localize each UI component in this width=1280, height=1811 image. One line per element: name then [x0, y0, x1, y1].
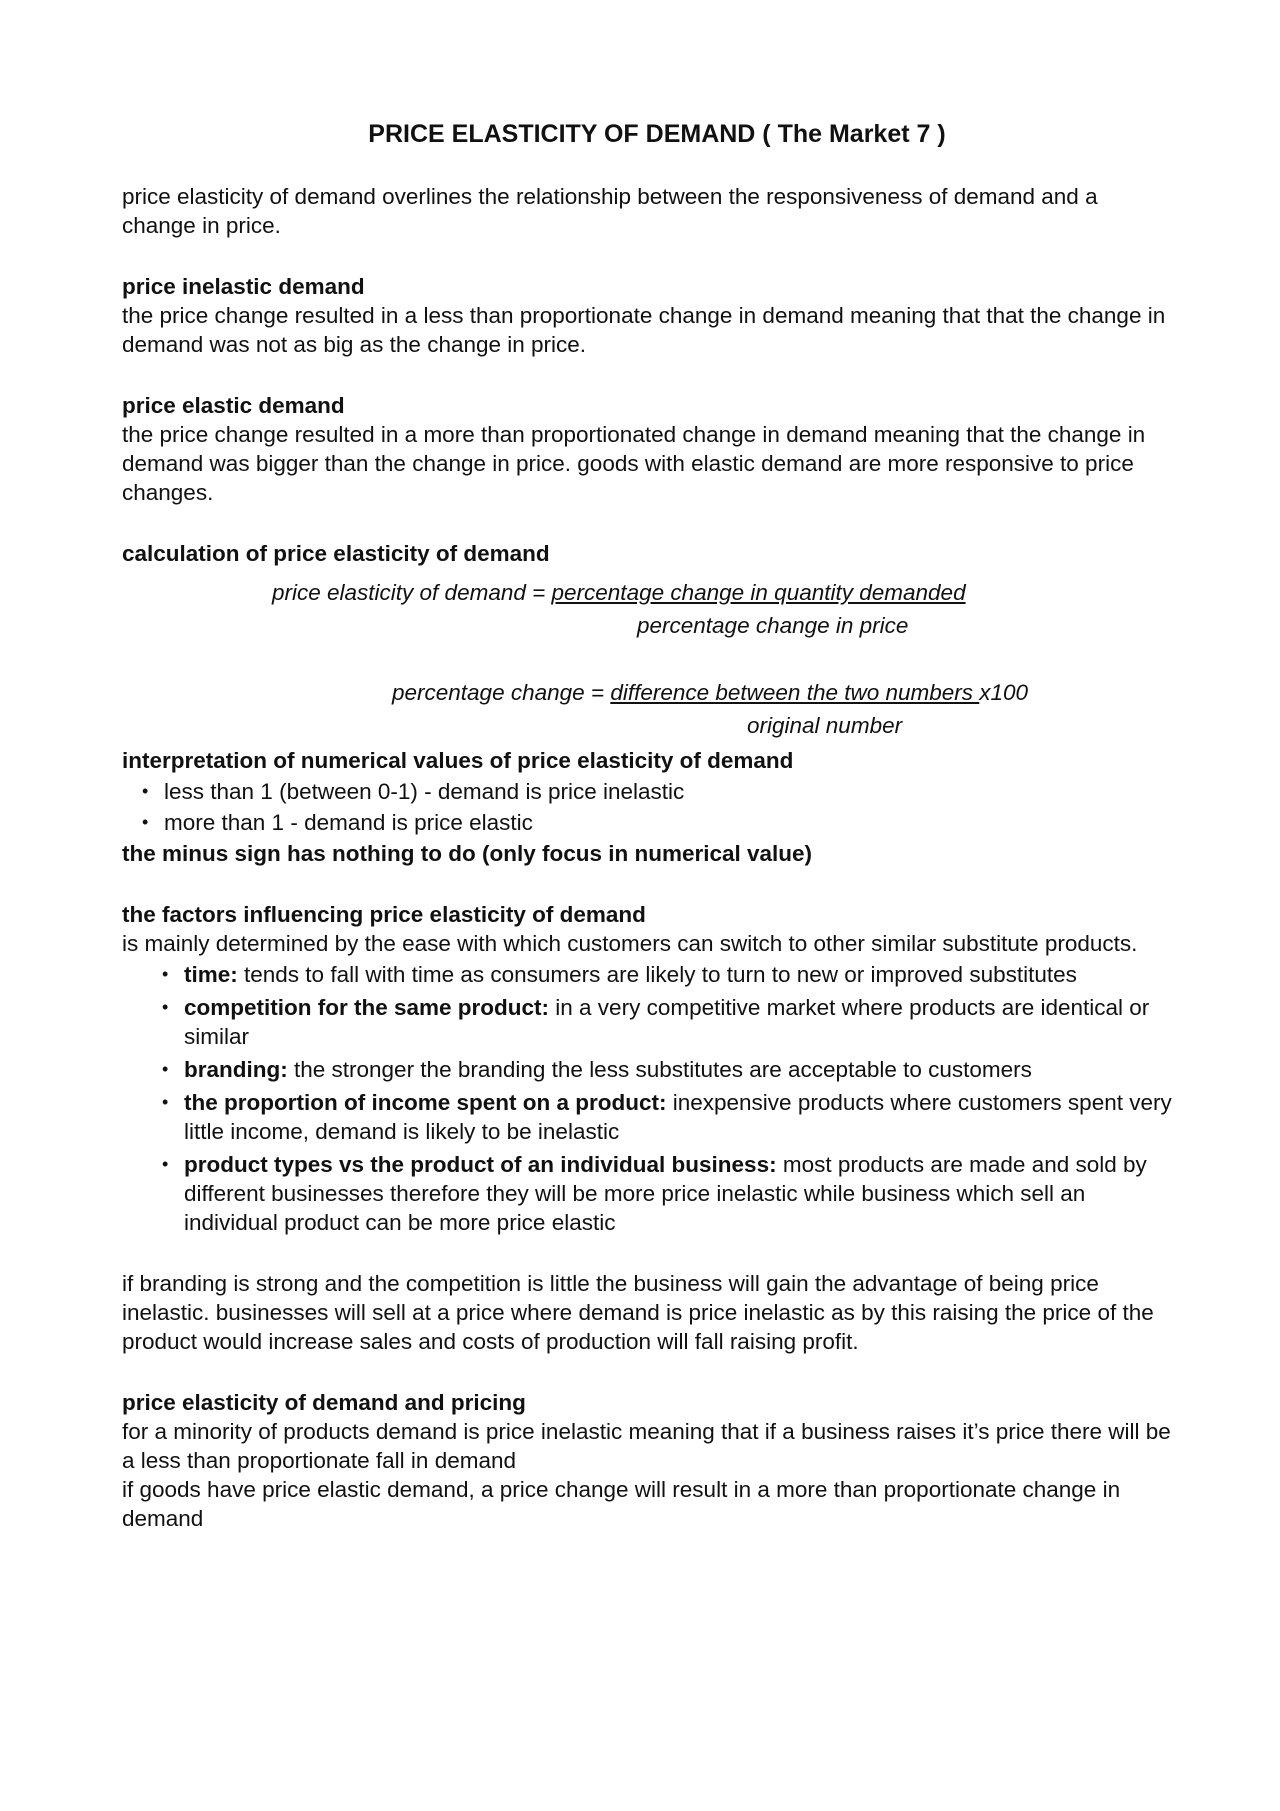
list-item: • less than 1 (between 0-1) - demand is price inelastic: [142, 777, 1172, 806]
list-item: • more than 1 - demand is price elastic: [142, 808, 1172, 837]
factor-term: the proportion of income spent on a product:: [184, 1090, 667, 1115]
pricing-text-2: if goods have price elastic demand, a price change will result in a more than proportionate change in demand: [122, 1477, 1121, 1531]
ped-formula: [122, 578, 1172, 607]
elastic-heading: price elastic demand: [122, 393, 345, 418]
factor-desc: inexpensive products where customers spent very little income, demand is likely to be inelastic: [184, 1090, 1172, 1144]
branding-paragraph: if branding is strong and the competition is little the business will gain the advantage of being price inelastic. businesses will sell at a price where demand is price inelastic as by this raising the price of the product would increase sales and costs of production will fall raising profit.: [122, 1271, 1154, 1354]
pct-formula: [122, 678, 1172, 707]
factor-desc: tends to fall with time as consumers are likely to turn to new or improved substitutes: [237, 962, 1077, 987]
factor-term: competition for the same product:: [184, 995, 550, 1020]
document-page: [122, 120, 1172, 1533]
factors-list: [122, 960, 1172, 1237]
factor-term: branding:: [184, 1057, 288, 1082]
page-title: PRICE ELASTICITY OF DEMAND ( The Market 7 ): [368, 120, 946, 148]
factor-desc: in a very competitive market where products are identical or similar: [184, 995, 1150, 1049]
list-item: [162, 993, 1172, 1051]
factor-desc: the stronger the branding the less substitutes are acceptable to customers: [287, 1057, 1032, 1082]
pct-formula-multiplier: x100: [979, 680, 1029, 705]
calculation-heading: calculation of price elasticity of demand: [122, 541, 550, 566]
inelastic-heading: price inelastic demand: [122, 274, 365, 299]
list-item: [162, 1150, 1172, 1237]
list-item: [162, 960, 1172, 989]
list-item: [162, 1055, 1172, 1084]
interpretation-heading: interpretation of numerical values of price elasticity of demand: [122, 748, 794, 773]
interpretation-list: [122, 777, 1172, 837]
pct-formula-numerator: difference between the two numbers: [610, 680, 980, 705]
list-item: [162, 1088, 1172, 1146]
inelastic-text: the price change resulted in a less than proportionate change in demand meaning that that the change in demand was not as big as the change in price.: [122, 303, 1166, 357]
factor-term: time:: [184, 962, 238, 987]
minus-sign-note: the minus sign has nothing to do (only focus in numerical value): [122, 841, 813, 866]
ped-formula-numerator: percentage change in quantity demanded: [551, 580, 966, 605]
pricing-text-1: for a minority of products demand is price inelastic meaning that if a business raises it’s price there will be a less than proportionate fall in demand: [122, 1419, 1171, 1473]
pct-formula-denominator: original number: [747, 713, 903, 738]
elastic-text: the price change resulted in a more than proportionated change in demand meaning that the change in demand was bigger than the change in price. goods with elastic demand are more responsive to price changes.: [122, 422, 1146, 505]
ped-formula-lhs: price elasticity of demand =: [272, 580, 552, 605]
ped-formula-denominator: percentage change in price: [637, 613, 909, 638]
intro-paragraph: price elasticity of demand overlines the relationship between the responsiveness of demand and a change in price.: [122, 184, 1098, 238]
factor-term: product types vs the product of an individual business:: [184, 1152, 777, 1177]
factors-heading: the factors influencing price elasticity of demand: [122, 902, 646, 927]
factors-text: is mainly determined by the ease with which customers can switch to other similar substitute products.: [122, 931, 1138, 956]
pct-formula-lhs: percentage change =: [392, 680, 611, 705]
factor-desc: most products are made and sold by different businesses therefore they will be more price inelastic while business which sell an individual product can be more price elastic: [184, 1152, 1147, 1235]
pricing-heading: price elasticity of demand and pricing: [122, 1390, 526, 1415]
